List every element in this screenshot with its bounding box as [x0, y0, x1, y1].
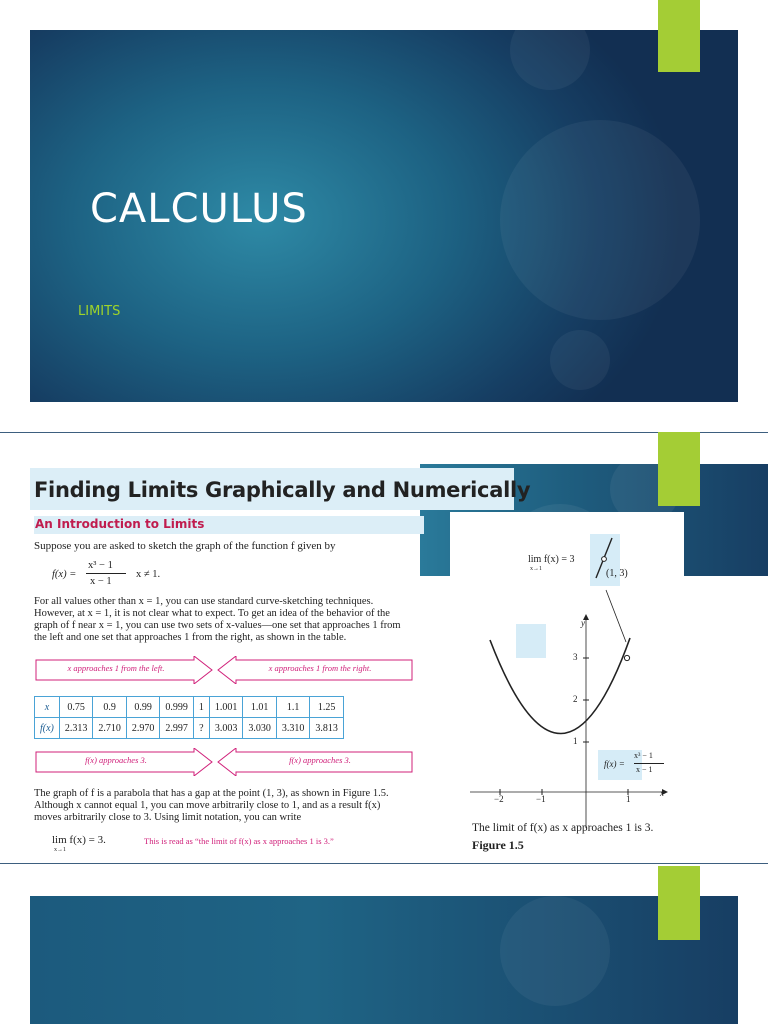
- y-tick-2: 2: [573, 694, 578, 704]
- paragraph-2: The graph of f is a parabola that has a gap at the point (1, 3), as shown in Figure 1.5. Although x cannot equal 1, you can move arbitrarily close to 1, and as a result f(x) moves arbitrarily close to 3. Using limit notation, you can write: [34, 788, 389, 823]
- table-row: [35, 697, 344, 718]
- content-slide: [0, 432, 768, 864]
- arrow-left-label: x approaches 1 from the left.: [67, 663, 165, 673]
- decorative-circle: [500, 896, 610, 1006]
- inset-subscript: x→1: [530, 566, 542, 572]
- subheading: An Introduction to Limits: [35, 517, 205, 531]
- x-tick-1: 1: [626, 794, 631, 804]
- decorative-circle: [510, 30, 590, 90]
- y-axis-label: y: [581, 618, 585, 628]
- function-numerator: x³ − 1: [88, 560, 113, 571]
- arrow-left-bottom-label: f(x) approaches 3.: [85, 755, 147, 765]
- inset-point: (1, 3): [606, 568, 628, 579]
- table-cell: ?: [193, 718, 209, 739]
- limit-graph: [470, 528, 670, 828]
- y-tick-1: 1: [573, 736, 578, 746]
- x-axis-label: x: [660, 788, 664, 798]
- curve-fraction-bar: [634, 763, 664, 764]
- table-cell: 3.003: [209, 718, 243, 739]
- divider: [0, 863, 768, 864]
- limit-subscript: x→1: [54, 847, 66, 853]
- curve-label-num: x³ − 1: [634, 751, 653, 760]
- blank-slide: [30, 896, 738, 1024]
- table-header-x: x: [35, 697, 60, 718]
- figure-caption: The limit of f(x) as x approaches 1 is 3.: [472, 822, 654, 834]
- fraction-bar: [86, 573, 126, 574]
- table-cell: 1.001: [209, 697, 243, 718]
- title-slide: [30, 30, 738, 402]
- arrow-right-label: x approaches 1 from the right.: [268, 663, 372, 673]
- function-lhs: f(x) =: [52, 569, 77, 580]
- table-cell: 0.99: [126, 697, 160, 718]
- inset-limit: lim f(x) = 3: [528, 554, 575, 565]
- subheading-bar: [34, 516, 424, 534]
- table-cell: 1.01: [243, 697, 277, 718]
- table-cell: 3.310: [276, 718, 310, 739]
- table-cell: 2.970: [126, 718, 160, 739]
- figure-number: Figure 1.5: [472, 838, 524, 852]
- accent-bar: [658, 866, 700, 940]
- table-cell: 0.75: [59, 697, 93, 718]
- function-denominator: x − 1: [90, 576, 112, 587]
- decorative-circle: [500, 120, 700, 320]
- y-tick-3: 3: [573, 652, 578, 662]
- table-cell: 1: [193, 697, 209, 718]
- accent-bar: [658, 0, 700, 72]
- limit-expression: lim f(x) = 3.: [52, 834, 106, 846]
- intro-text: Suppose you are asked to sketch the graph of the function f given by: [34, 540, 336, 552]
- table-cell: 1.25: [310, 697, 344, 718]
- table-cell: 2.313: [59, 718, 93, 739]
- paragraph-1: For all values other than x = 1, you can use standard curve-sketching techniques. However, at x = 1, it is not clear what to expect. To get an idea of the behavior of the graph of f near x = 1, you can use two sets of x-values—one set that approaches 1 from the left and one set that approaches 1 from the right, as shown in the table.: [34, 596, 401, 643]
- parabola-curve: [490, 638, 630, 734]
- divider: [0, 432, 768, 433]
- table-cell: 0.9: [93, 697, 127, 718]
- table-cell: 0.999: [160, 697, 194, 718]
- curve-label-lhs: f(x) =: [604, 759, 625, 769]
- table-header-fx: f(x): [35, 718, 60, 739]
- table-cell: 3.813: [310, 718, 344, 739]
- limit-note: This is read as “the limit of f(x) as x approaches 1 is 3.”: [144, 836, 334, 846]
- table-cell: 2.997: [160, 718, 194, 739]
- slide-title: CALCULUS: [90, 186, 308, 232]
- table-row: [35, 718, 344, 739]
- values-table: [34, 696, 344, 739]
- decorative-circle: [550, 330, 610, 390]
- curve-label-den: x − 1: [636, 765, 653, 774]
- function-condition: x ≠ 1.: [136, 569, 161, 580]
- table-cell: 3.030: [243, 718, 277, 739]
- slide-subtitle: LIMITS: [78, 304, 121, 319]
- accent-bar: [658, 432, 700, 506]
- table-cell: 1.1: [276, 697, 310, 718]
- slide-heading: Finding Limits Graphically and Numerically: [34, 478, 531, 502]
- arrow-right-bottom-label: f(x) approaches 3.: [289, 755, 351, 765]
- table-cell: 2.710: [93, 718, 127, 739]
- x-tick-neg1: −1: [536, 794, 546, 804]
- x-tick-neg2: −2: [494, 794, 504, 804]
